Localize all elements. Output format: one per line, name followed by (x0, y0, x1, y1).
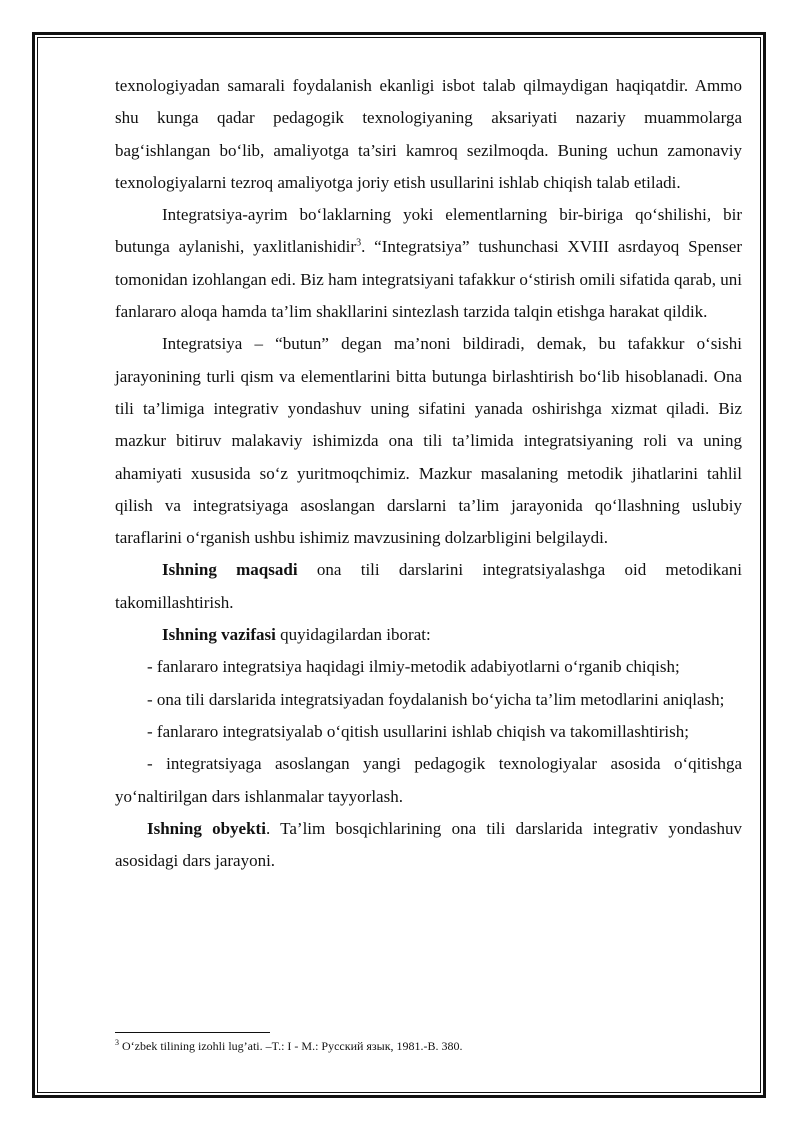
tasks-paragraph (115, 619, 742, 651)
tasks-label: Ishning vazifasi (162, 625, 276, 645)
goal-paragraph (115, 554, 742, 619)
paragraph-2-part-a: Integratsiya-ayrim bo‘laklarning yoki elementlarning bir-biriga qo‘shilishi, bir butunga aylanishi, yaxlitlanishidir (115, 205, 742, 257)
task-item-2: - ona tili darslarida integratsiyadan foydalanish bo‘yicha ta’lim metodlarini aniqlash; (147, 689, 725, 709)
object-paragraph (115, 813, 742, 878)
footnote-mark: 3 (115, 1038, 119, 1047)
footnote (115, 1038, 742, 1054)
goal-text: ona tili darslarini integratsiyalashga oid metodikani takomillashtirish. (115, 560, 742, 612)
object-label: Ishning obyekti (147, 818, 266, 838)
paragraph-2-part-b: . “Integratsiya” tushunchasi XVIII asrdayoq Spenser tomonidan izohlangan edi. Biz ham integratsiyani tafakkur o‘stirish omili sifatida qarab, uni fanlararo aloqa hamda ta’lim shakllarini sintezlash tarzida talqin etishga harakat qildik. (115, 237, 742, 322)
goal-label: Ishning maqsadi (162, 560, 298, 580)
task-item-3: - fanlararo integratsiyalab o‘qitish usullarini ishlab chiqish va takomillashtirish; (147, 721, 689, 741)
paragraph-3: Integratsiya – “butun” degan ma’noni bildiradi, demak, bu tafakkur o‘sishi jarayonining turli qism va elementlarini bitta butunga birlashtirish bo‘lib hisoblanadi. Ona tili ta’limiga integrativ yondashuv uning sifatini yanada oshirishga xizmat qiladi. Biz mazkur bitiruv malakaviy ishimizda ona tili ta’limida integratsiyaning roli va uning ahamiyati xususida so‘z yuritmoqchimiz. Mazkur masalaning metodik jihatlarini tahlil qilish va integratsiyaga asoslangan darslarni ta’lim jarayonida qo‘llashning uslubiy taraflarini o‘rganish ushbu ishimiz mavzusining dolzarbligini belgilaydi. (115, 334, 742, 548)
task-item-4: - integratsiyaga asoslangan yangi pedagogik texnologiyalar asosida o‘qitishga yo‘naltirilgan dars ishlanmalar tayyorlash. (115, 754, 742, 806)
paragraph-2 (115, 199, 742, 328)
footnote-separator (115, 1032, 270, 1033)
tasks-text: quyidagilardan iborat: (275, 625, 431, 645)
document-body (115, 70, 742, 877)
footnote-text: O‘zbek tilining izohli lug’ati. –T.: I - M.: Русский язык, 1981.-B. 380. (119, 1039, 463, 1053)
object-text: . Ta’lim bosqichlarining ona tili darslarida integrativ yondashuv asosidagi dars jarayoni. (115, 818, 742, 871)
footnote-reference[interactable]: 3 (356, 237, 362, 249)
task-item-1: - fanlararo integratsiya haqidagi ilmiy-metodik adabiyotlarni o‘rganib chiqish; (147, 657, 680, 677)
paragraph-1: texnologiyadan samarali foydalanish ekanligi isbot talab qilmaydigan haqiqatdir. Ammo shu kunga qadar pedagogik texnologiyaning aksariyati nazariy muammolarga bag‘ishlangan bo‘lib, amaliyotga ta’siri kamroq sezilmoqda. Buning uchun zamonaviy texnologiyalarni tezroq amaliyotga joriy etish usullarini ishlab chiqish talab etiladi. (115, 76, 742, 192)
